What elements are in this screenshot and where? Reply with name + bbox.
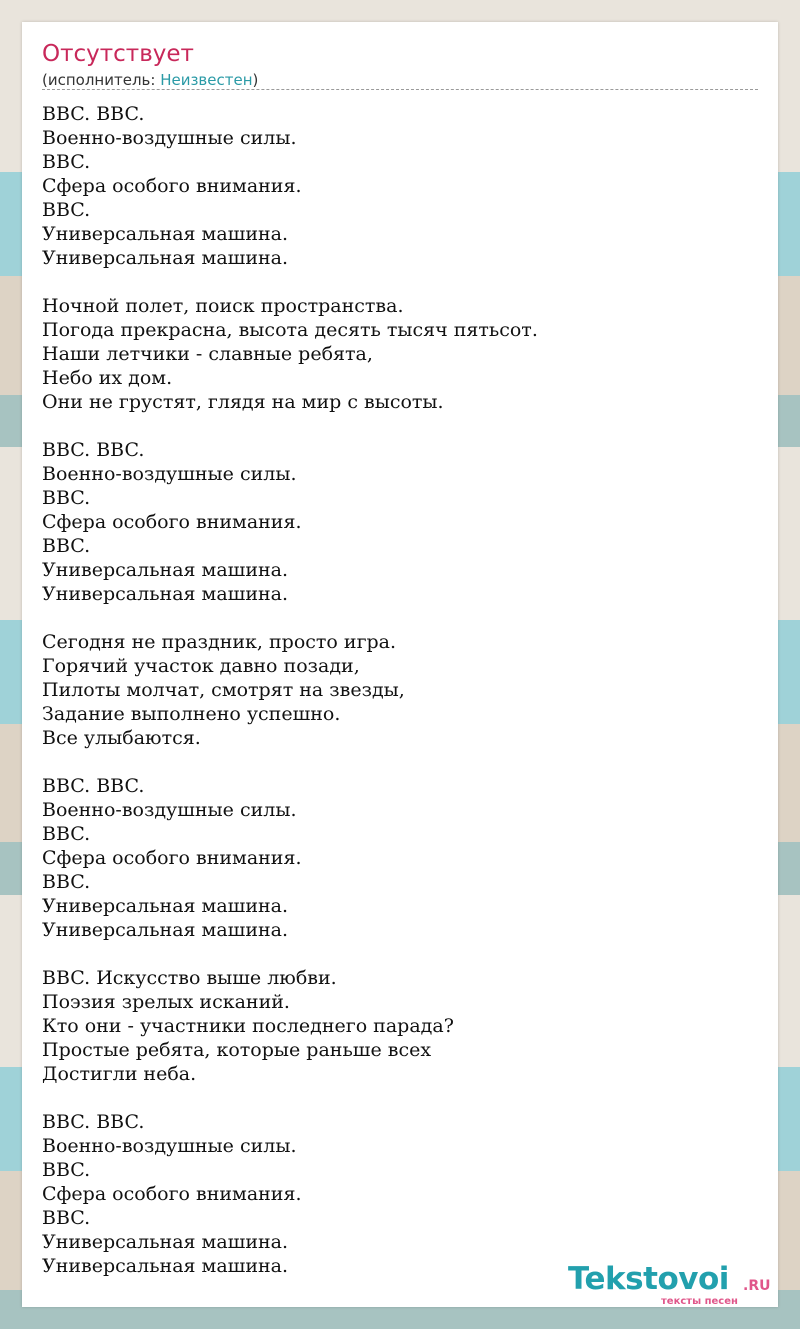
lyric-line: Ночной полет, поиск пространства. xyxy=(42,295,404,317)
lyric-line: Простые ребята, которые раньше всех xyxy=(42,1039,432,1061)
lyric-line: Небо их дом. xyxy=(42,367,173,389)
lyric-line: Сегодня не праздник, просто игра. xyxy=(42,631,397,653)
lyric-line xyxy=(42,270,538,294)
lyric-line: Универсальная машина. xyxy=(42,895,289,917)
lyric-line: Сфера особого внимания. xyxy=(42,175,302,197)
song-title: Отсутствует xyxy=(42,41,194,67)
lyric-line: BBC. xyxy=(42,151,91,173)
lyric-line: BBC. xyxy=(42,487,91,509)
lyric-line: Задание выполнено успешно. xyxy=(42,703,341,725)
lyric-line: Горячий участок давно позади, xyxy=(42,655,360,677)
lyric-line: Кто они - участники последнего парада? xyxy=(42,1015,454,1037)
lyric-line: BBC. BBC. xyxy=(42,775,145,797)
lyrics-card xyxy=(22,22,778,1307)
lyric-line: Универсальная машина. xyxy=(42,247,289,269)
artist-prefix: (исполнитель: xyxy=(42,71,161,89)
lyric-line: Универсальная машина. xyxy=(42,919,289,941)
lyric-line xyxy=(42,606,538,630)
artist-suffix: ) xyxy=(252,71,259,89)
lyric-line: Военно-воздушные силы. xyxy=(42,463,297,485)
lyric-line: BBC. xyxy=(42,1207,91,1229)
lyric-line: Наши летчики - славные ребята, xyxy=(42,343,373,365)
lyric-line: Погода прекрасна, высота десять тысяч пятьсот. xyxy=(42,319,538,341)
lyric-line: Военно-воздушные силы. xyxy=(42,127,297,149)
lyric-line xyxy=(42,414,538,438)
lyric-line: BBC. xyxy=(42,535,91,557)
lyric-line xyxy=(42,942,538,966)
lyric-line: Сфера особого внимания. xyxy=(42,847,302,869)
lyric-line: Универсальная машина. xyxy=(42,1255,289,1277)
lyric-line xyxy=(42,1086,538,1110)
lyric-line: Пилоты молчат, смотрят на звезды, xyxy=(42,679,405,701)
lyric-line: Все улыбаются. xyxy=(42,727,201,749)
logo-tld: .RU xyxy=(743,1278,771,1294)
lyric-line: Достигли неба. xyxy=(42,1063,197,1085)
lyric-line xyxy=(42,750,538,774)
lyric-line: Универсальная машина. xyxy=(42,1231,289,1253)
lyric-line: BBC. xyxy=(42,823,91,845)
lyric-line: Они не грустят, глядя на мир с высоты. xyxy=(42,391,444,413)
artist-link[interactable]: Неизвестен xyxy=(160,71,253,89)
lyric-line: Поэзия зрелых исканий. xyxy=(42,991,290,1013)
lyrics-text xyxy=(42,102,538,1278)
title-divider xyxy=(42,89,758,90)
lyric-line: BBC. BBC. xyxy=(42,439,145,461)
lyric-line: Сфера особого внимания. xyxy=(42,511,302,533)
lyric-line: Сфера особого внимания. xyxy=(42,1183,302,1205)
artist-line xyxy=(42,71,258,89)
logo-wordmark: Tekstovoi xyxy=(568,1261,729,1297)
lyric-line: BBC. BBC. xyxy=(42,103,145,125)
lyric-line: BBC. xyxy=(42,1159,91,1181)
lyric-line: Военно-воздушные силы. xyxy=(42,799,297,821)
lyric-line: BBC. BBC. xyxy=(42,1111,145,1133)
lyric-line: Военно-воздушные силы. xyxy=(42,1135,297,1157)
lyric-line: BBC. xyxy=(42,199,91,221)
lyric-line: Универсальная машина. xyxy=(42,559,289,581)
tekstovoi-logo[interactable] xyxy=(568,1261,778,1309)
lyric-line: BBC. xyxy=(42,871,91,893)
logo-subtitle: тексты песен xyxy=(661,1296,738,1307)
lyric-line: Универсальная машина. xyxy=(42,223,289,245)
lyric-line: BBC. Искусство выше любви. xyxy=(42,967,337,989)
lyric-line: Универсальная машина. xyxy=(42,583,289,605)
